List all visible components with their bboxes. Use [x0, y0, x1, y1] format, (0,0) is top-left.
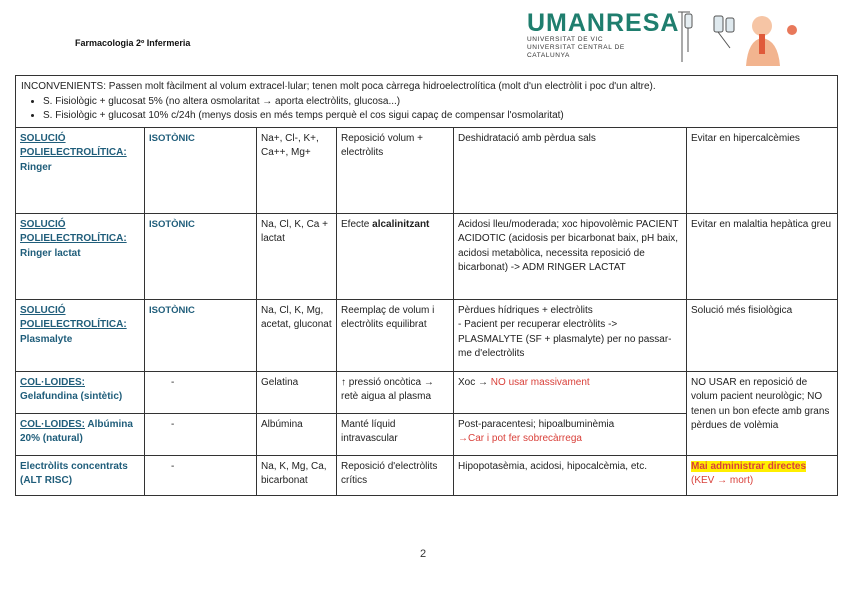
solution-category-link[interactable]: COL·LOIDES: — [20, 376, 85, 388]
page-number: 2 — [420, 548, 427, 560]
table-row — [16, 127, 838, 213]
solution-category-link[interactable]: SOLUCIÓ POLIELECTROLÍTICA: — [20, 132, 127, 158]
solution-name: Electròlits concentrats (ALT RISC) — [20, 460, 128, 486]
caution-cell: Evitar en malaltia hepàtica greu — [687, 213, 838, 299]
inconvenients-text: INCONVENIENTS: Passen molt fàcilment al volum extracel·lular; tenen molt poca càrrega hidroelectrolítica (molt d'un electròlit i poc d'un altre). — [21, 81, 656, 92]
effect-prefix: Efecte — [341, 218, 373, 230]
tonicity-label: ISOTÒNIC — [149, 218, 195, 230]
composition-cell: Na, Cl, K, Ca + lactat — [257, 213, 337, 299]
solution-name-cell — [16, 455, 145, 495]
document-header-title: Farmacologia 2º Infermeria — [75, 38, 191, 48]
intro-bullet-list — [21, 95, 832, 124]
solution-name: Albúmina 20% (natural) — [20, 418, 133, 444]
indication-cell: Acidosi lleu/moderada; xoc hipovolèmic PACIENT ACIDOTIC (acidosis per bicarbonat baix, pH baix, acidosi metabòlica, necessita reposició de bicarbonat) -> ADM RINGER LACTAT — [454, 213, 687, 299]
caution-cell: Evitar en hipercalcèmies — [687, 127, 838, 213]
tonicity-cell — [145, 299, 257, 371]
solution-name: Ringer lactat — [20, 247, 81, 259]
solution-name: Plasmalyte — [20, 333, 73, 345]
solution-name: Ringer — [20, 161, 52, 173]
intro-row — [16, 76, 838, 128]
solution-category-link[interactable]: SOLUCIÓ POLIELECTROLÍTICA: — [20, 304, 127, 330]
effect-cell: Reposició volum + electròlits — [337, 127, 454, 213]
effect-cell: ↑ pressió oncòtica → retè aigua al plasma — [337, 371, 454, 413]
tonicity-cell — [145, 127, 257, 213]
caution-highlight: Mai administrar directes — [691, 460, 807, 472]
indication-line-1: Pèrdues hídriques + electròlits — [458, 304, 593, 316]
logo-wordmark: UMANRESA — [527, 9, 680, 37]
solution-category-link[interactable]: COL·LOIDES: — [20, 418, 85, 430]
tonicity-cell — [145, 213, 257, 299]
caution-cell-colloids: NO USAR en reposició de volum pacient neurològic; NO tenen un bon efecte amb grans pèrdues de volèmia — [687, 371, 838, 455]
caution-detail: (KEV → mort) — [691, 475, 754, 486]
effect-cell: Manté líquid intravascular — [337, 413, 454, 455]
intro-bullet-2: • S. Fisiològic + glucosat 10% c/24h (menys dosis en més temps perquè el cos sigui capaç de compensar l'osmolaritat) — [43, 109, 832, 124]
iv-drip-illustration-icon — [676, 8, 806, 66]
tonicity-cell: - — [145, 371, 257, 413]
indication-cell — [454, 299, 687, 371]
caution-cell: Solució més fisiològica — [687, 299, 838, 371]
table-row — [16, 455, 838, 495]
indication-line-2: - Pacient per recuperar electròlits -> PLASMALYTE (SF + plasmalyte) per no passar-me d'electròlits — [458, 319, 672, 359]
solution-name-cell — [16, 413, 145, 455]
intro-bullet-1: • S. Fisiològic + glucosat 5% (no altera osmolaritat → aporta electròlits, glucosa...) — [43, 95, 832, 110]
indication-cell — [454, 371, 687, 413]
composition-cell: Na, K, Mg, Ca, bicarbonat — [257, 455, 337, 495]
umanresa-logo — [527, 9, 680, 59]
indication-prefix: Xoc → — [458, 376, 491, 388]
effect-emphasis: alcalinitzant — [372, 218, 430, 230]
solution-name: Gelafundina (sintètic) — [20, 391, 123, 402]
tonicity-cell: - — [145, 413, 257, 455]
indication-cell: Hipopotasèmia, acidosi, hipocalcèmia, etc. — [454, 455, 687, 495]
solution-name-cell — [16, 213, 145, 299]
table-row — [16, 299, 838, 371]
indication-cell — [454, 413, 687, 455]
fluid-therapy-table — [15, 75, 838, 496]
composition-cell: Gelatina — [257, 371, 337, 413]
inconvenients-cell — [16, 76, 838, 128]
composition-cell: Albúmina — [257, 413, 337, 455]
solution-name-cell — [16, 127, 145, 213]
composition-cell: Na+, Cl-, K+, Ca++, Mg+ — [257, 127, 337, 213]
composition-cell: Na, Cl, K, Mg, acetat, gluconat — [257, 299, 337, 371]
solution-name-cell — [16, 299, 145, 371]
tonicity-label: ISOTÒNIC — [149, 132, 195, 144]
indication-warning: →Car i pot fer sobrecàrrega — [458, 433, 582, 444]
indication-line-1: Post-paracentesi; hipoalbuminèmia — [458, 418, 615, 430]
effect-cell: Reposició d'electròlits crítics — [337, 455, 454, 495]
solution-category-link[interactable]: SOLUCIÓ POLIELECTROLÍTICA: — [20, 218, 127, 244]
indication-cell: Deshidratació amb pèrdua sals — [454, 127, 687, 213]
logo-subtitle-1: UNIVERSITAT DE VIC — [527, 36, 604, 43]
effect-cell — [337, 213, 454, 299]
indication-warning: NO usar massivament — [490, 376, 590, 388]
table-row — [16, 213, 838, 299]
caution-cell — [687, 455, 838, 495]
tonicity-cell: - — [145, 455, 257, 495]
effect-cell: Reemplaç de volum i electròlits equilibrat — [337, 299, 454, 371]
logo-subtitle-2: UNIVERSITAT CENTRAL DE CATALUNYA — [527, 44, 625, 59]
table-row — [16, 371, 838, 413]
solution-name-cell — [16, 371, 145, 413]
tonicity-label: ISOTÒNIC — [149, 304, 195, 316]
